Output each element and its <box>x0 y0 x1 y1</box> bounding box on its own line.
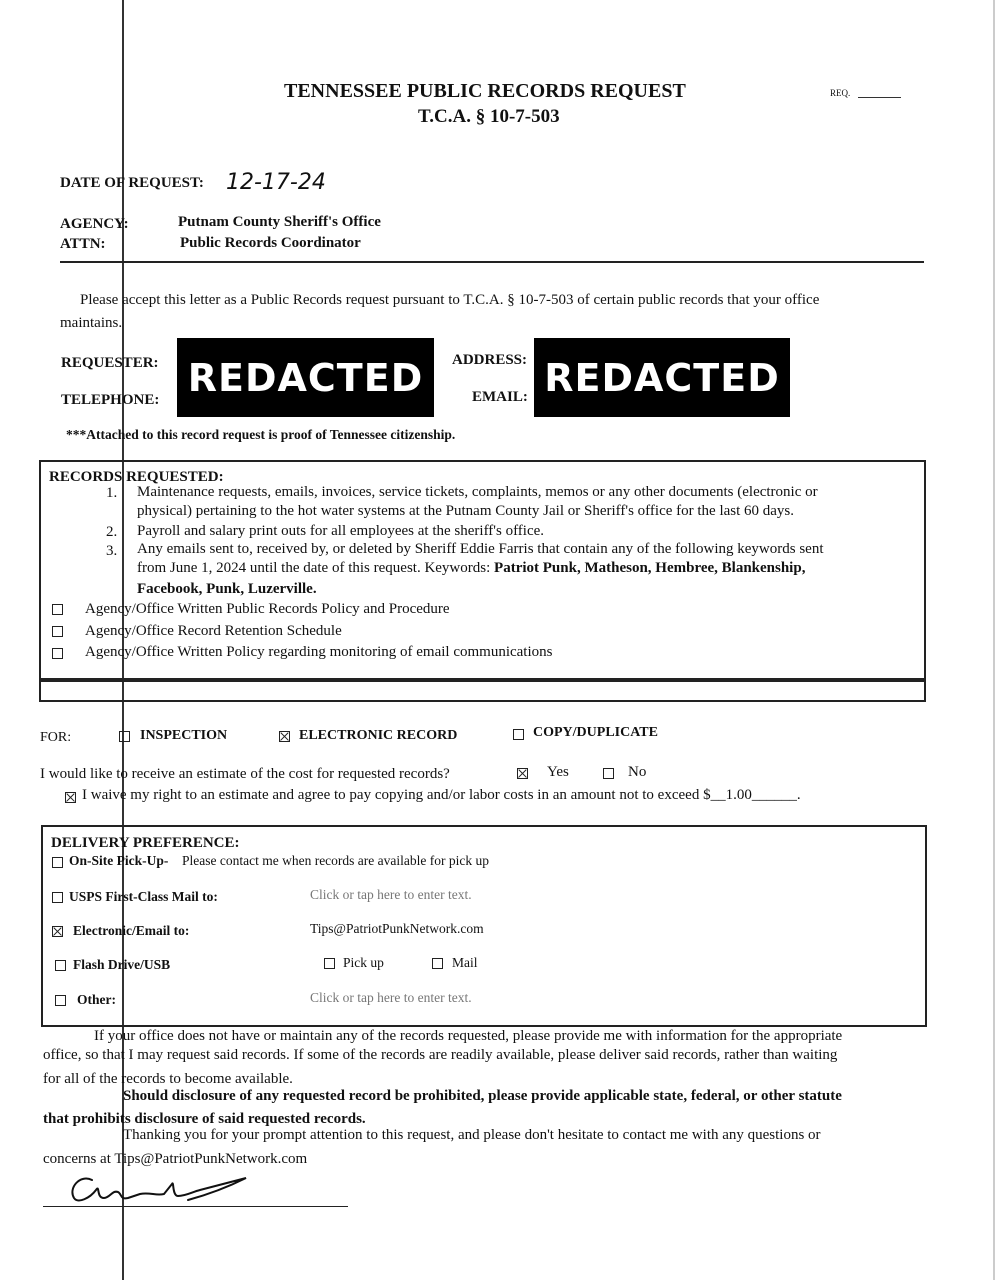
agency-label: AGENCY: <box>60 216 129 232</box>
empty-checkbox-icon[interactable] <box>55 960 66 971</box>
estimate-no-label: No <box>628 764 647 780</box>
attn-label: ATTN: <box>60 236 106 252</box>
checkbox-retention-label: Agency/Office Record Retention Schedule <box>85 623 342 639</box>
x-checkbox-icon[interactable] <box>279 731 290 742</box>
citizenship-note: ***Attached to this record request is proof of Tennessee citizenship. <box>66 427 456 442</box>
delivery-heading: DELIVERY PREFERENCE: <box>51 835 240 851</box>
checkbox-email-policy-label: Agency/Office Written Policy regarding monitoring of email communications <box>85 644 553 660</box>
empty-checkbox-icon[interactable] <box>119 731 130 742</box>
empty-checkbox-icon[interactable] <box>513 729 524 740</box>
records-item-2-line-1: Payroll and salary print outs for all employees at the sheriff's office. <box>137 523 545 539</box>
empty-checkbox-icon[interactable] <box>432 958 443 969</box>
closing-p2-line-2: that prohibits disclosure of said requested records. <box>43 1111 366 1127</box>
intro-line-2: maintains. <box>60 315 123 331</box>
closing-p1-line-1: If your office does not have or maintain any of the records requested, please provide me with information for the appropriate <box>94 1028 843 1044</box>
onsite-text: Please contact me when records are available for pick up <box>182 853 489 868</box>
records-item-1-num: 1. <box>106 485 118 501</box>
empty-checkbox-icon[interactable] <box>603 768 614 779</box>
records-item-3-line-1: Any emails sent to, received by, or deleted by Sheriff Eddie Farris that contain any of the following keywords sent <box>137 541 824 557</box>
inspection-label: INSPECTION <box>140 728 228 743</box>
empty-checkbox-icon[interactable] <box>52 604 63 615</box>
date-value[interactable]: 12-17-24 <box>226 170 326 195</box>
closing-p1-line-3: for all of the records to become available. <box>43 1071 293 1087</box>
usps-label: USPS First-Class Mail to: <box>69 889 218 904</box>
signature-line <box>43 1206 348 1207</box>
records-item-1-line-2: physical) pertaining to the hot water systems at the Putnam County Jail or Sheriff's office for the last 60 days. <box>137 503 795 519</box>
telephone-label: TELEPHONE: <box>61 392 160 408</box>
records-heading: RECORDS REQUESTED: <box>49 469 224 485</box>
x-checkbox-icon[interactable] <box>65 792 76 803</box>
empty-checkbox-icon[interactable] <box>55 995 66 1006</box>
closing-p1-line-2: office, so that I may request said records. If some of the records are readily available, please deliver said records, rather than waiting <box>43 1047 838 1063</box>
usps-address-field[interactable]: Click or tap here to enter text. <box>310 887 472 902</box>
email-label: EMAIL: <box>472 389 528 405</box>
flash-pickup-label: Pick up <box>343 955 384 970</box>
records-item-3-line-2a: from June 1, 2024 until the date of this request. Keywords: <box>137 560 495 576</box>
empty-checkbox-icon[interactable] <box>52 626 63 637</box>
records-item-3-line-3: Facebook, Punk, Luzerville. <box>137 581 317 597</box>
empty-checkbox-icon[interactable] <box>52 648 63 659</box>
records-item-3-num: 3. <box>106 543 118 559</box>
flash-mail-label: Mail <box>452 955 478 970</box>
copy-duplicate-label: COPY/DUPLICATE <box>533 725 658 740</box>
waive-estimate-text: I waive my right to an estimate and agree to pay copying and/or labor costs in an amount not to exceed $__1.00______. <box>82 787 801 803</box>
empty-checkbox-icon[interactable] <box>324 958 335 969</box>
estimate-yes-label: Yes <box>547 764 569 780</box>
redacted-address-box: REDACTED <box>534 338 790 417</box>
closing-p3-line-2: concerns at Tips@PatriotPunkNetwork.com <box>43 1151 308 1167</box>
records-item-3-line-2 <box>137 560 805 577</box>
estimate-question: I would like to receive an estimate of the cost for requested records? <box>40 766 450 782</box>
requester-label: REQUESTER: <box>61 355 159 371</box>
flash-drive-label: Flash Drive/USB <box>73 957 171 972</box>
req-underline <box>858 97 901 98</box>
redacted-requester-box: REDACTED <box>177 338 434 417</box>
electronic-email-label: Electronic/Email to: <box>73 923 190 938</box>
electronic-record-label: ELECTRONIC RECORD <box>299 728 458 743</box>
checkbox-policy-label: Agency/Office Written Public Records Policy and Procedure <box>85 601 450 617</box>
form-title: TENNESSEE PUBLIC RECORDS REQUEST <box>284 80 686 102</box>
address-label: ADDRESS: <box>452 352 528 368</box>
records-item-1-line-1: Maintenance requests, emails, invoices, service tickets, complaints, memos or any other documents (electronic or <box>137 484 818 500</box>
onsite-label: On-Site Pick-Up- <box>69 853 169 868</box>
page-edge <box>993 0 995 1280</box>
agency-value: Putnam County Sheriff's Office <box>178 214 381 230</box>
closing-p3-line-1: Thanking you for your prompt attention to this request, and please don't hesitate to contact me with any questions or <box>123 1127 821 1143</box>
records-item-3-keywords: Patriot Punk, Matheson, Hembree, Blankenship, <box>494 560 806 576</box>
empty-checkbox-icon[interactable] <box>52 857 63 868</box>
electronic-email-field[interactable]: Tips@PatriotPunkNetwork.com <box>310 921 484 936</box>
attn-value: Public Records Coordinator <box>180 235 361 251</box>
other-field[interactable]: Click or tap here to enter text. <box>310 990 472 1005</box>
x-checkbox-icon[interactable] <box>517 768 528 779</box>
req-label: REQ. <box>830 88 851 98</box>
records-item-2-num: 2. <box>106 524 118 540</box>
other-label: Other: <box>77 992 116 1007</box>
records-empty-row <box>39 680 926 702</box>
intro-line-1: Please accept this letter as a Public Records request pursuant to T.C.A. § 10-7-503 of certain public records that your office <box>80 292 820 308</box>
empty-checkbox-icon[interactable] <box>52 892 63 903</box>
header-divider <box>60 261 924 263</box>
x-checkbox-icon[interactable] <box>52 926 63 937</box>
form-subtitle: T.C.A. § 10-7-503 <box>418 106 560 127</box>
date-label: DATE OF REQUEST: <box>60 175 204 191</box>
for-label: FOR: <box>40 730 72 745</box>
closing-p2-line-1: Should disclosure of any requested record be prohibited, please provide applicable state, federal, or other statute <box>123 1088 842 1104</box>
